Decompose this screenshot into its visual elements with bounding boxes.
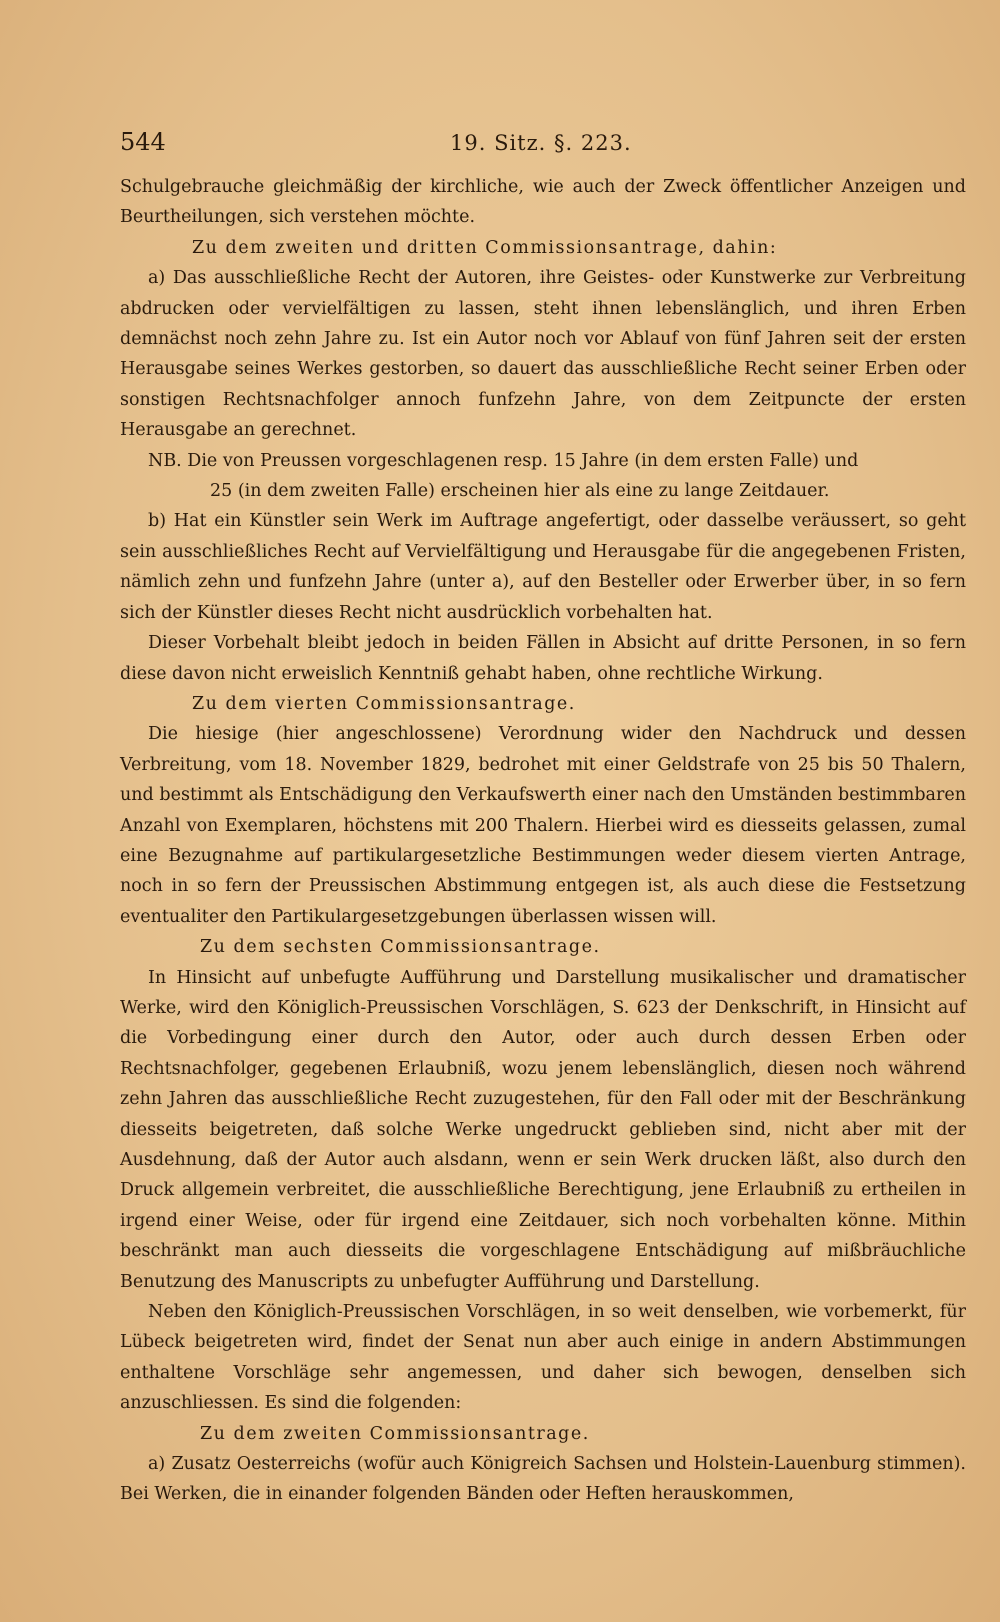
paragraph: Schulgebrauche gleichmäßig der kirchliche, wie auch der Zweck öffentlicher Anzeigen und Beurtheilungen, sich verstehen möchte. bbox=[120, 177, 966, 228]
page-number: 544 bbox=[120, 128, 166, 156]
running-head bbox=[120, 128, 966, 168]
paragraph: Die hiesige (hier angeschlossene) Verordnung wider den Nachdruck und dessen Verbreitung, vom 18. November 1829, bedrohet mit einer Geldstrafe von 25 bis 50 Thalern, und bestimmt als Entschädigung den Verkaufswerth einer nach den Umständen bestimmbaren Anzahl von Exemplaren, höchstens mit 200 Thalern. Hierbei wird es diesseits gelassen, zumal eine Bezugnahme auf partikulargesetzliche Bestimmungen weder diesem vierten Antrage, noch in so fern der Preussischen Abstimmung entgegen ist, als auch diese die Festsetzung eventualiter den Partikulargesetzgebungen überlassen wissen will. bbox=[120, 724, 966, 927]
section-heading: Zu dem sechsten Commissionsantrage. bbox=[200, 937, 601, 958]
page-body bbox=[120, 172, 966, 1510]
note-paragraph-continued: 25 (in dem zweiten Falle) erscheinen hier als eine zu lange Zeitdauer. bbox=[210, 481, 830, 502]
section-heading: Zu dem zweiten Commissionsantrage. bbox=[200, 1423, 590, 1444]
paragraph: a) Zusatz Oesterreichs (wofür auch Königreich Sachsen und Holstein-Lauenburg stimmen). Bei Werken, die in einander folgenden Bänden oder Heften herauskommen, bbox=[120, 1454, 966, 1505]
paragraph: Dieser Vorbehalt bleibt jedoch in beiden Fällen in Absicht auf dritte Personen, in so fern diese davon nicht erweislich Kenntniß gehabt haben, ohne rechtliche Wirkung. bbox=[120, 633, 966, 684]
paragraph: In Hinsicht auf unbefugte Aufführung und Darstellung musikalischer und dramatischer Werke, wird den Königlich-Preussischen Vorschlägen, S. 623 der Denkschrift, in Hinsicht auf die Vorbedingung einer durch den Autor, oder auch durch dessen Erben oder Rechtsnachfolger, gegebenen Erlaubniß, wozu jenem lebenslänglich, diesen noch während zehn Jahren das ausschließliche Recht zuzugestehen, für den Fall oder mit der Beschränkung diesseits beigetreten, daß solche Werke ungedruckt geblieben sind, nicht aber mit der Ausdehnung, daß der Autor auch alsdann, wenn er sein Werk drucken läßt, also durch den Druck allgemein verbreitet, die ausschließliche Berechtigung, jene Erlaubniß zu ertheilen in irgend einer Weise, oder für irgend eine Zeitdauer, sich noch vorbehalten könne. Mithin beschränkt man auch diesseits die vorgeschlagene Entschädigung auf mißbräuchliche Benutzung des Manuscripts zu unbefugter Aufführung und Darstellung. bbox=[120, 967, 966, 1292]
paragraph: Neben den Königlich-Preussischen Vorschlägen, in so weit denselben, wie vorbemerkt, für Lübeck beigetreten wird, findet der Senat nun aber auch einige in andern Abstimmungen enthaltene Vorschläge sehr angemessen, und daher sich bewogen, denselben sich anzuschliessen. Es sind die folgenden: bbox=[120, 1302, 966, 1414]
paragraph: a) Das ausschließliche Recht der Autoren, ihre Geistes- oder Kunstwerke zur Verbreitung abdrucken oder vervielfältigen zu lassen, steht ihnen lebenslänglich, und ihren Erben demnächst noch zehn Jahre zu. Ist ein Autor noch vor Ablauf von fünf Jahren seit der ersten Herausgabe seines Werkes gestorben, so dauert das ausschließliche Recht seiner Erben oder sonstigen Rechtsnachfolger annoch funfzehn Jahre, von dem Zeitpuncte der ersten Herausgabe an gerechnet. bbox=[120, 268, 966, 441]
note-paragraph: NB. Die von Preussen vorgeschlagenen resp. 15 Jahre (in dem ersten Falle) und bbox=[148, 450, 859, 471]
section-heading: Zu dem vierten Commissionsantrage. bbox=[192, 693, 576, 714]
section-heading: Zu dem zweiten und dritten Commissionsantrage, dahin: bbox=[192, 237, 778, 258]
running-head-title: 19. Sitz. §. 223. bbox=[450, 131, 632, 155]
paragraph: b) Hat ein Künstler sein Werk im Auftrage angefertigt, oder dasselbe veräussert, so geht sein ausschließliches Recht auf Vervielfältigung und Herausgabe für die angegebenen Fristen, nämlich zehn und funfzehn Jahre (unter a), auf den Besteller oder Erwerber über, in so fern sich der Künstler dieses Recht nicht ausdrücklich vorbehalten hat. bbox=[120, 511, 966, 623]
